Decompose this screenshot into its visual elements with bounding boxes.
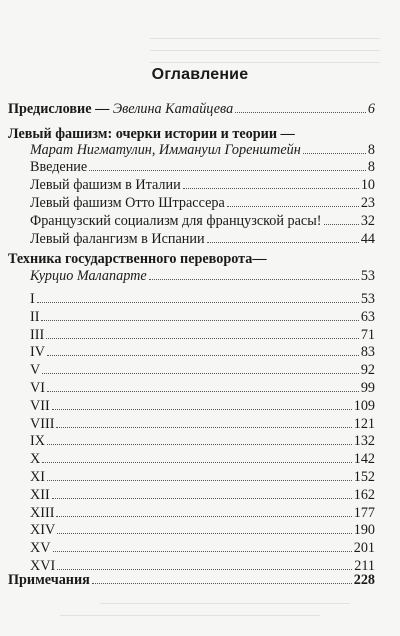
dot-leader [303, 153, 366, 154]
dot-leader [149, 279, 359, 280]
page-number: 63 [360, 308, 375, 325]
page-number: 228 [353, 572, 375, 588]
section-heading: Техника государственного переворота— [8, 251, 267, 267]
preface-separator: — [91, 101, 113, 117]
toc-entry-label: VIII [30, 415, 55, 432]
dot-leader [47, 355, 359, 356]
page-number: 177 [353, 504, 375, 521]
dot-leader [46, 338, 359, 339]
toc-entry-label: XI [30, 469, 45, 485]
page-number: 6 [367, 101, 375, 117]
dot-leader [47, 480, 352, 481]
dot-leader [52, 498, 352, 499]
toc-entry [30, 433, 375, 450]
toc-entry-label: IV [30, 344, 45, 361]
page-number: 53 [360, 268, 375, 284]
page-number: 10 [360, 177, 375, 193]
page-number: 132 [353, 433, 375, 450]
preface-author: Эвелина Катайцева [112, 101, 234, 117]
bleed-through-line [60, 615, 320, 616]
toc-entry-label: XV [30, 540, 51, 557]
dot-leader [47, 391, 359, 392]
page-number: 8 [367, 159, 375, 175]
dot-leader [47, 444, 352, 445]
toc-entry [30, 487, 375, 504]
dot-leader [92, 583, 352, 584]
toc-entry [30, 380, 375, 397]
toc-entry-label: IX [30, 433, 45, 450]
dot-leader [57, 533, 352, 534]
toc-entry-label: Левый фашизм в Италии [30, 177, 181, 193]
section-author: Марат Нигматулин, Иммануил Горенштейн [30, 142, 301, 158]
page-number: 92 [360, 362, 375, 379]
dot-leader [42, 373, 359, 374]
toc-entry [30, 213, 375, 230]
dot-leader [324, 224, 359, 225]
dot-leader [207, 242, 359, 243]
toc-entry [30, 327, 375, 344]
toc-entry-label: VII [30, 397, 50, 414]
page-number: 109 [353, 397, 375, 414]
page-number: 83 [360, 344, 375, 361]
toc-entry [30, 451, 375, 468]
dot-leader [53, 551, 352, 552]
toc-entry-label: XVI [30, 558, 56, 574]
page-number: 8 [367, 142, 375, 158]
page-number: 121 [353, 415, 375, 432]
toc-entry-label: Левый фашизм Отто Штрассера [30, 195, 225, 211]
toc-entry [30, 416, 375, 433]
toc-entry-label: XIV [30, 522, 56, 539]
toc-entry-label: X [30, 451, 41, 468]
toc-entry [30, 362, 375, 379]
dot-leader [56, 516, 351, 517]
page-number: 44 [360, 231, 375, 247]
dot-leader [89, 170, 366, 171]
toc-entry-label: Введение [30, 159, 88, 175]
toc-entry-label: III [30, 326, 45, 343]
dot-leader [57, 569, 352, 570]
page-number: 32 [360, 213, 375, 229]
dot-leader [41, 320, 358, 321]
dot-leader [42, 462, 351, 463]
dot-leader [183, 188, 359, 189]
bleed-through-line [100, 603, 350, 604]
toc-entry-label: VI [30, 380, 45, 396]
toc-entry-label: I [30, 291, 35, 307]
toc-entry [30, 177, 375, 194]
toc-entry-section-author [30, 268, 375, 285]
section-heading: Левый фашизм: очерки истории и теории — [8, 126, 295, 142]
toc-entry [30, 344, 375, 361]
page-number: 142 [353, 451, 375, 468]
dot-leader [235, 112, 366, 113]
page-number: 99 [360, 380, 375, 396]
page-number: 152 [353, 469, 375, 485]
notes-label: Примечания [8, 572, 90, 588]
preface-label: Предисловие [8, 101, 92, 117]
toc-entry [30, 398, 375, 415]
toc-entry-label: Левый фалангизм в Испании [30, 231, 205, 247]
toc-entry-label: XII [30, 486, 50, 503]
toc-entry-label: V [30, 362, 41, 379]
toc-entry [30, 231, 375, 248]
toc-entry-label: Французский социализм для французской расы! [30, 213, 322, 229]
dot-leader [37, 302, 359, 303]
toc-entry-label: II [30, 308, 40, 325]
toc-entry [30, 309, 375, 326]
bleed-through-line [150, 50, 380, 51]
bleed-through-line [150, 38, 380, 39]
toc-entry [30, 291, 375, 308]
page-number: 211 [354, 558, 375, 574]
toc-entry-notes [8, 572, 375, 589]
page-number: 190 [353, 522, 375, 539]
toc-entry [30, 195, 375, 212]
toc-entry-preface [8, 101, 375, 118]
toc-entry [30, 540, 375, 557]
section-author: Курцио Малапарте [30, 268, 147, 284]
toc-entry [30, 469, 375, 486]
dot-leader [52, 409, 352, 410]
toc-entry [30, 159, 375, 176]
page-number: 53 [360, 291, 375, 307]
page-number: 201 [353, 540, 375, 557]
bleed-through-line [150, 62, 380, 63]
page-number: 162 [353, 486, 375, 503]
page-number: 23 [360, 195, 375, 211]
toc-entry-section-author [30, 142, 375, 159]
toc-entry [30, 522, 375, 539]
dot-leader [56, 427, 351, 428]
dot-leader [227, 206, 359, 207]
toc-entry [30, 505, 375, 522]
page-title: Оглавление [151, 66, 249, 83]
page-number: 71 [360, 326, 375, 343]
toc-entry-label: XIII [30, 504, 55, 521]
